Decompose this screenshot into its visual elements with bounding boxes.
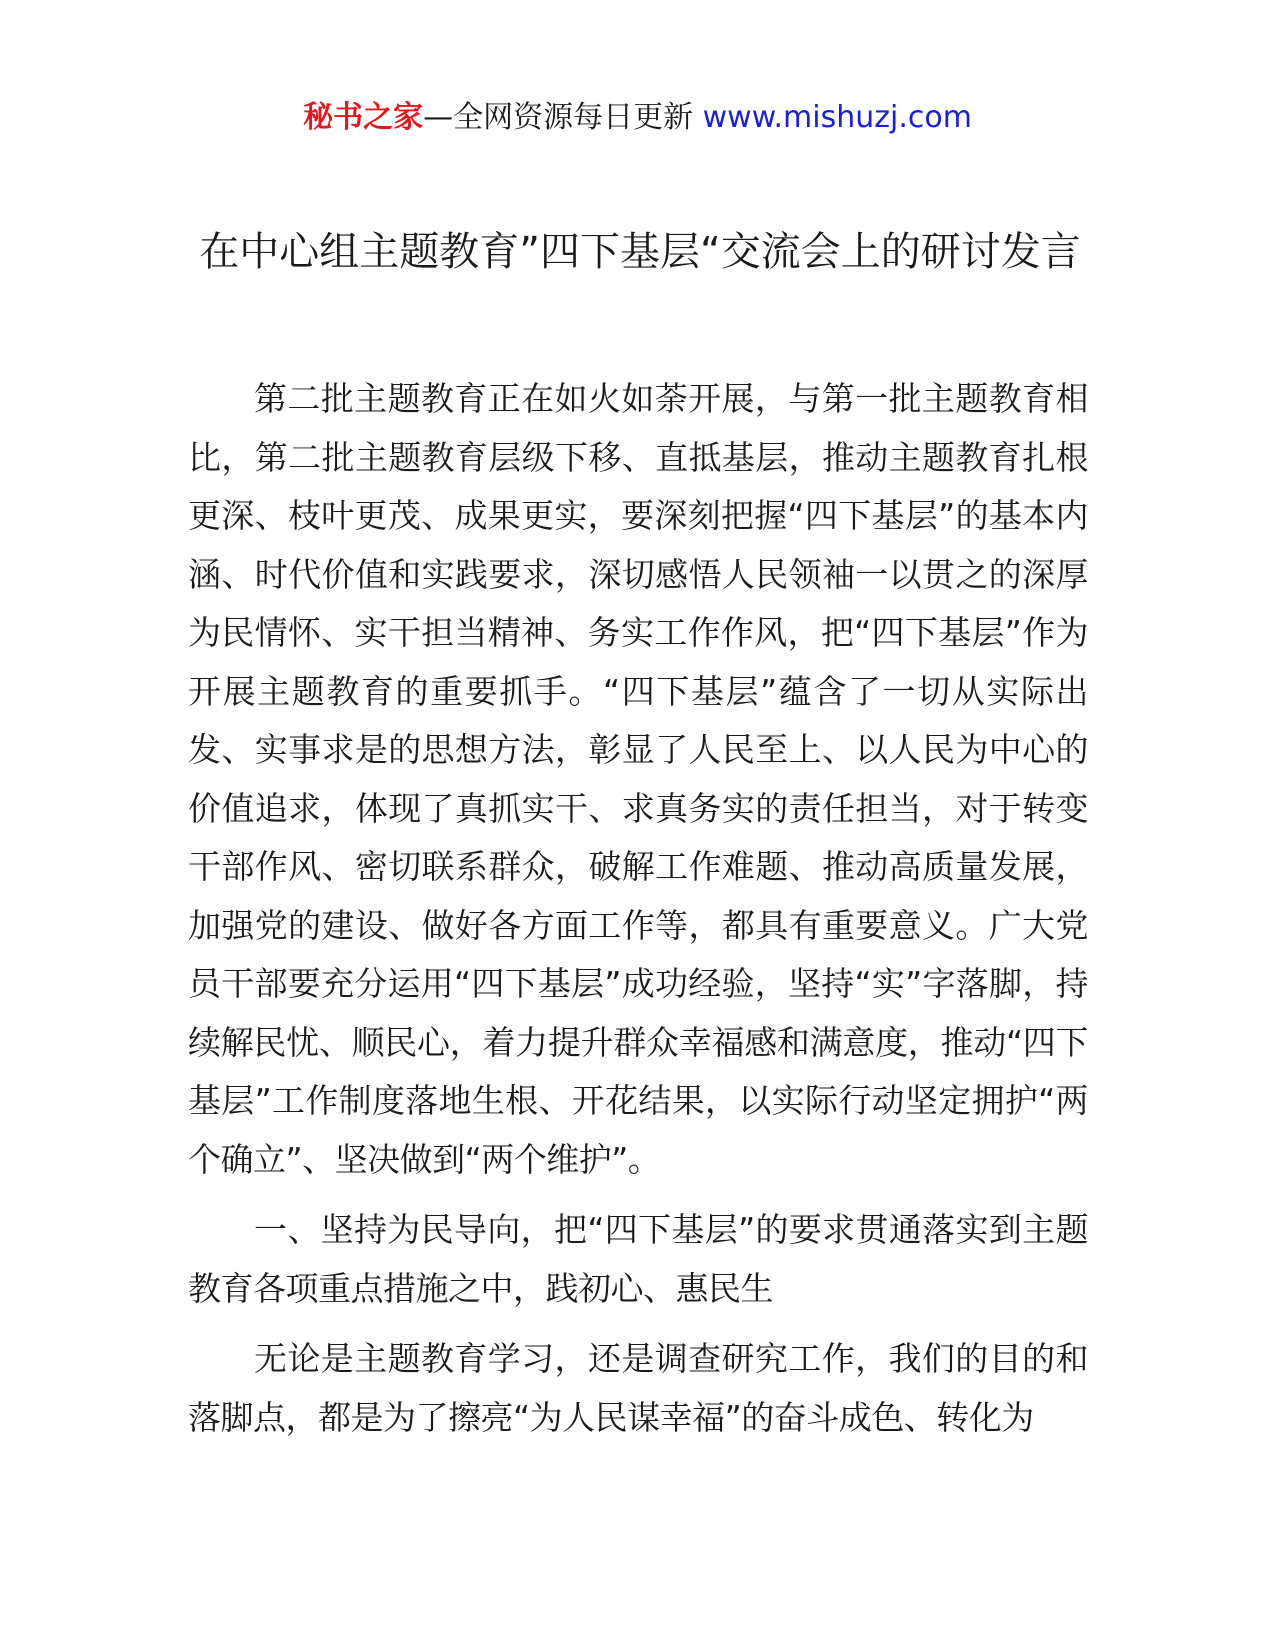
document-body: [188, 370, 1088, 1447]
section-heading: 一、坚持为民导向，把“四下基层”的要求贯通落实到主题教育各项重点措施之中，践初心、惠民生: [188, 1210, 1088, 1308]
site-header: [0, 96, 1275, 140]
site-slogan: —全网资源每日更新: [423, 100, 694, 135]
document-title: 在中心组主题教育”四下基层“交流会上的研讨发言: [199, 229, 1081, 275]
site-url-link[interactable]: www.mishuzj.com: [702, 100, 972, 135]
body-paragraph: 第二批主题教育正在如火如荼开展，与第一批主题教育相比，第二批主题教育层级下移、直抵基层，推动主题教育扎根更深、枝叶更茂、成果更实，要深刻把握“四下基层”的基本内涵、时代价值和实践要求，深切感悟人民领袖一以贯之的深厚为民情怀、实干担当精神、务实工作作风，把“四下基层”作为开展主题教育的重要抓手。“四下基层”蕴含了一切从实际出发、实事求是的思想方法，彰显了人民至上、以人民为中心的价值追求，体现了真抓实干、求真务实的责任担当，对于转变干部作风、密切联系群众，破解工作难题、推动高质量发展，加强党的建设、做好各方面工作等，都具有重要意义。广大党员干部要充分运用“四下基层”成功经验，坚持“实”字落脚，持续解民忧、顺民心，着力提升群众幸福感和满意度，推动“四下基层”工作制度落地生根、开花结果，以实际行动坚定拥护“两个确立”、坚决做到“两个维护”。: [188, 379, 1088, 1179]
site-brand: 秘书之家: [303, 100, 424, 135]
body-paragraph: 无论是主题教育学习，还是调查研究工作，我们的目的和落脚点，都是为了擦亮“为人民谋幸福”的奋斗成色、转化为: [188, 1339, 1088, 1437]
